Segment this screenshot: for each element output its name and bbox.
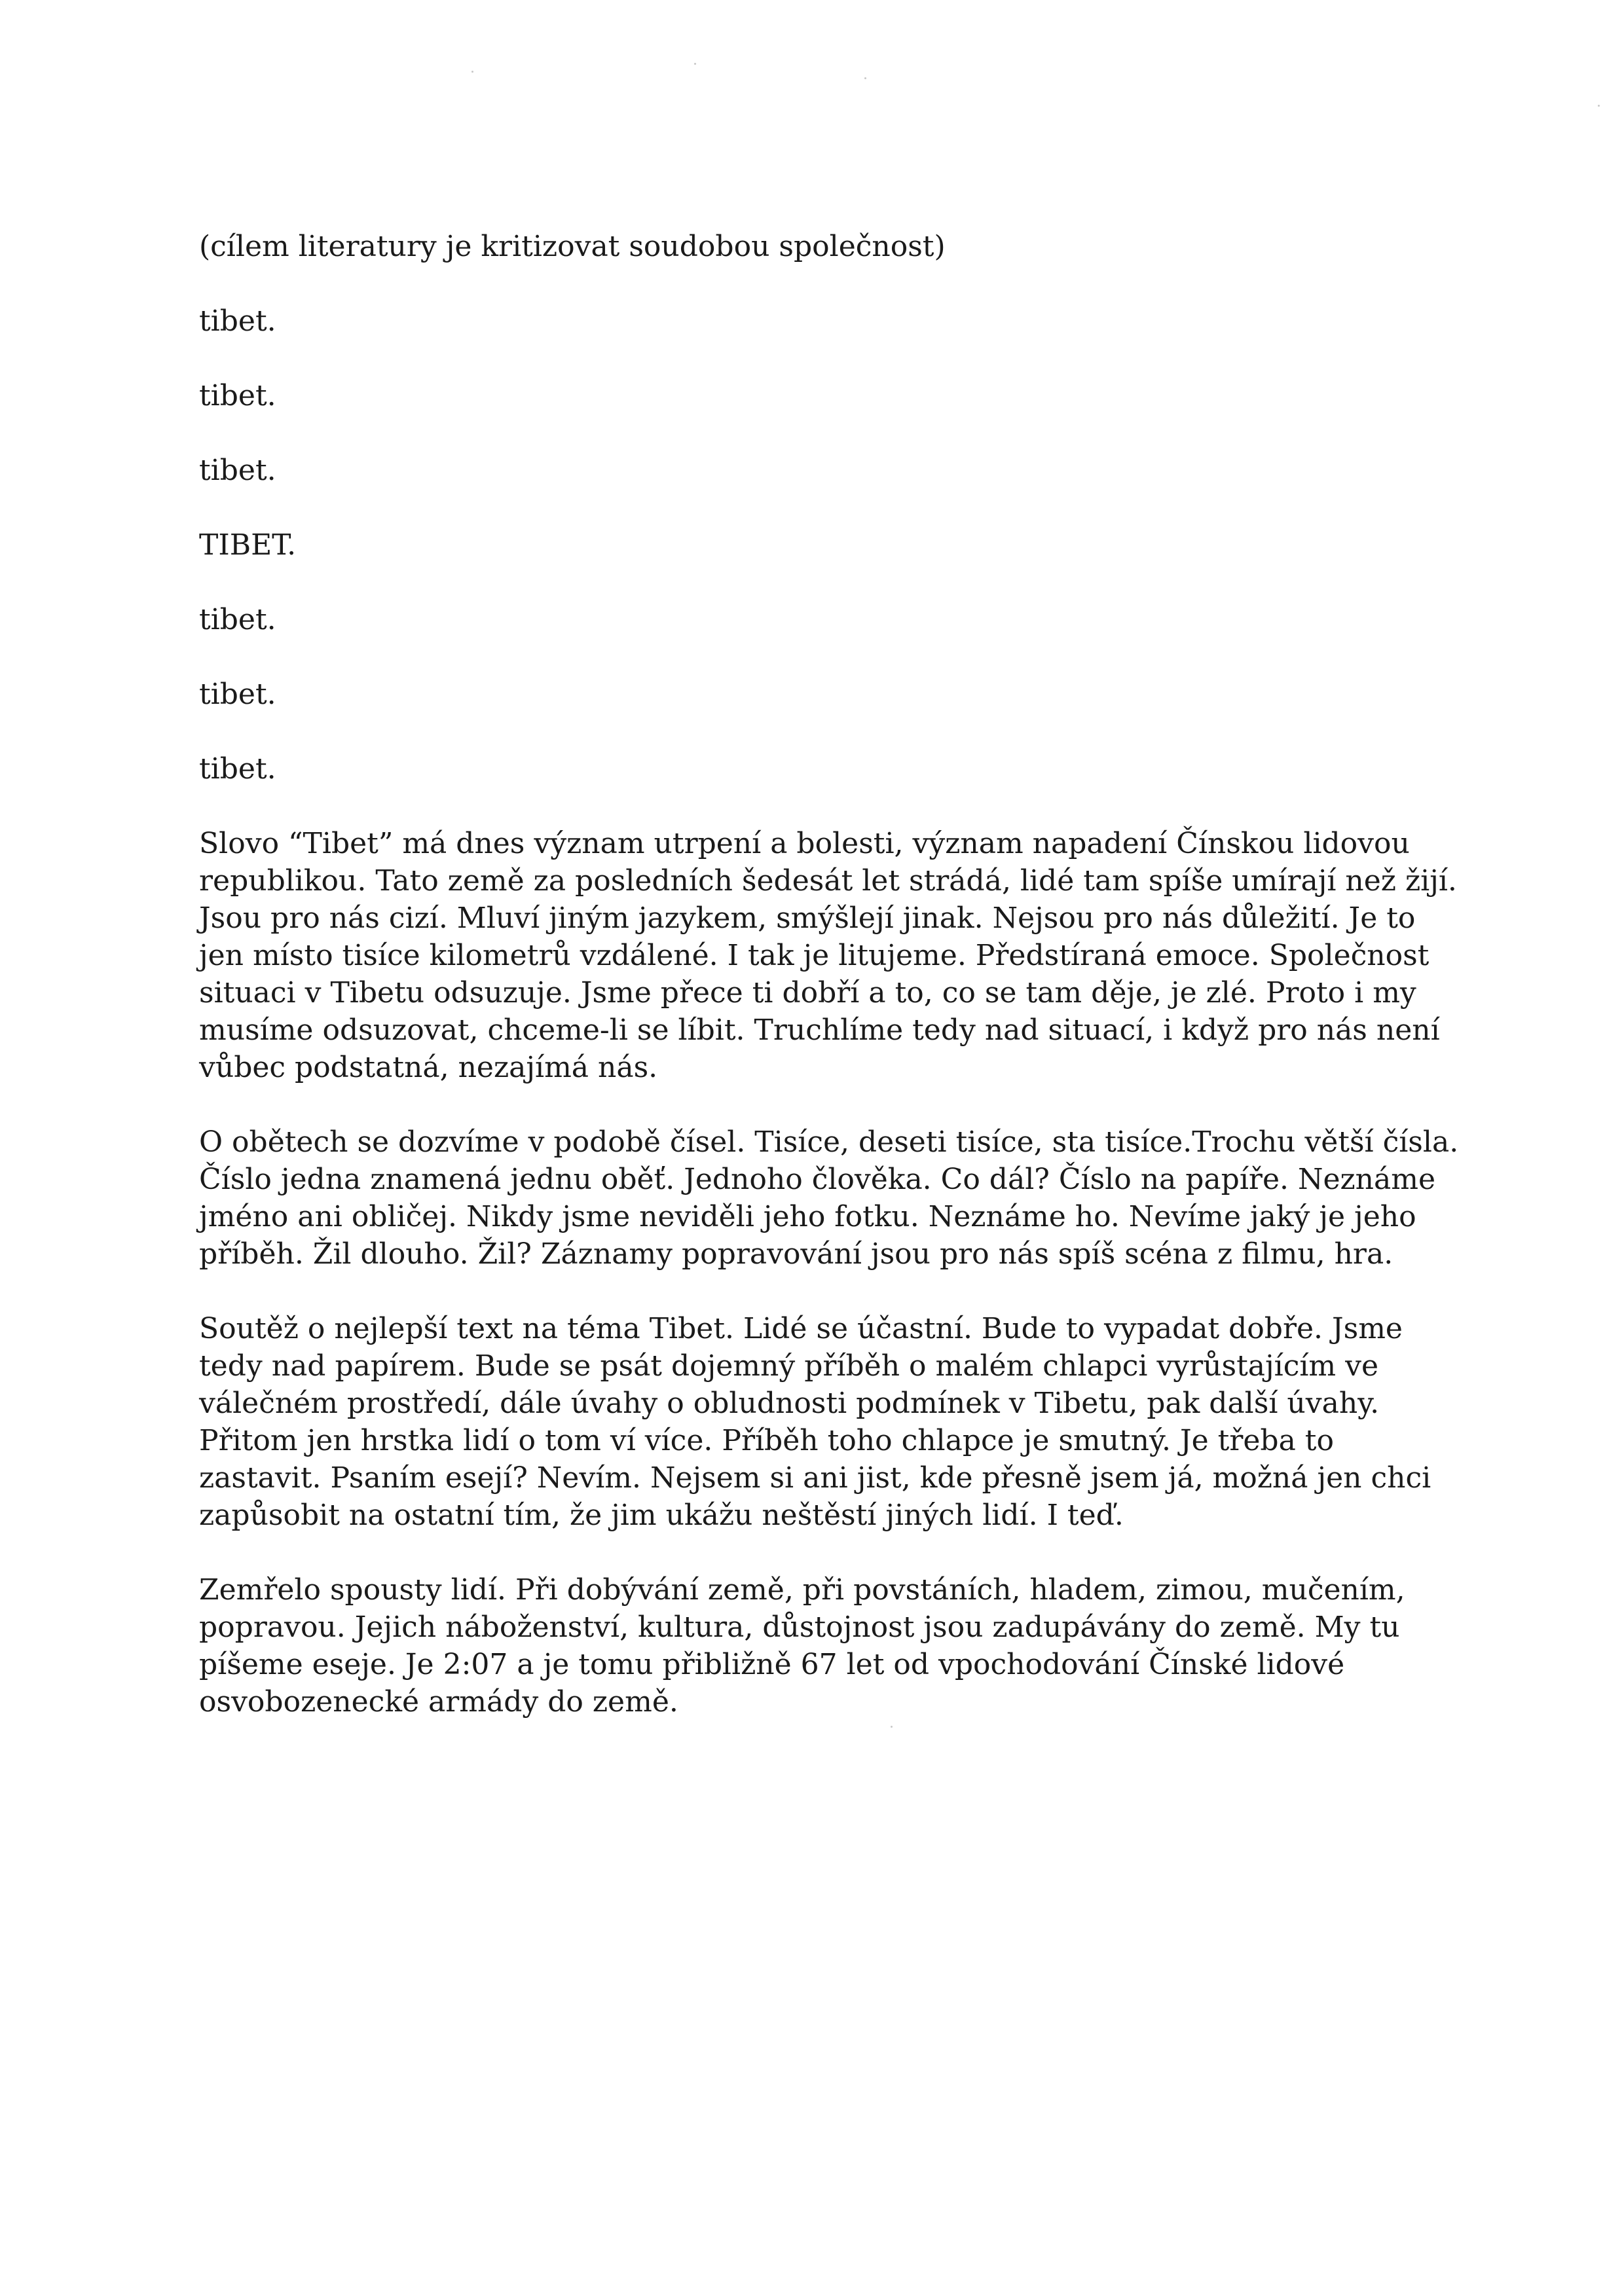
paragraph-line: tedy nad papírem. Bude se psát dojemný příběh o malém chlapci vyrůstajícím ve — [199, 1349, 1379, 1383]
paragraph-line: republikou. Tato země za posledních šedesát let strádá, lidé tam spíše umírají než žijí. — [199, 864, 1457, 898]
paragraph-4 — [199, 1571, 1483, 1721]
repeated-word: tibet. — [199, 304, 276, 338]
paragraph-3 — [199, 1310, 1483, 1534]
scan-speck — [864, 77, 866, 79]
paragraph-line: musíme odsuzovat, chceme-li se líbit. Truchlíme tedy nad situací, i když pro nás není — [199, 1013, 1440, 1047]
header-line: (cílem literatury je kritizovat soudobou společnost) — [199, 230, 946, 263]
paragraph-line: zapůsobit na ostatní tím, že jim ukážu neštěstí jiných lidí. I teď. — [199, 1499, 1124, 1532]
paragraph-2 — [199, 1123, 1483, 1273]
paragraph-line: vůbec podstatná, nezajímá nás. — [199, 1051, 658, 1084]
paragraph-line: O obětech se dozvíme v podobě čísel. Tisíce, deseti tisíce, sta tisíce.Trochu větší čísla. — [199, 1125, 1459, 1159]
repeated-word: tibet. — [199, 603, 276, 636]
repeated-word: tibet. — [199, 678, 276, 711]
paragraph-line: zastavit. Psaním esejí? Nevím. Nejsem si ani jist, kde přesně jsem já, možná jen chci — [199, 1461, 1431, 1495]
paragraph-line: Soutěž o nejlepší text na téma Tibet. Lidé se účastní. Bude to vypadat dobře. Jsme — [199, 1312, 1403, 1345]
paragraph-line: Jsou pro nás cizí. Mluví jiným jazykem, smýšlejí jinak. Nejsou pro nás důležití. Je to — [199, 902, 1416, 935]
repeated-word: tibet. — [199, 454, 276, 487]
scan-speck — [471, 71, 473, 73]
repeated-word: tibet. — [199, 379, 276, 412]
paragraph-line: osvobozenecké armády do země. — [199, 1685, 678, 1719]
paragraph-line: válečném prostředí, dále úvahy o obludnosti podmínek v Tibetu, pak další úvahy. — [199, 1387, 1380, 1420]
paragraph-line: Zemřelo spousty lidí. Při dobývání země, při povstáních, hladem, zimou, mučením, — [199, 1573, 1405, 1607]
scan-speck — [1598, 105, 1600, 107]
paragraph-line: Číslo jedna znamená jednu oběť. Jednoho člověka. Co dál? Číslo na papíře. Neznáme — [199, 1163, 1436, 1196]
paragraph-line: příběh. Žil dlouho. Žil? Záznamy popravování jsou pro nás spíš scéna z filmu, hra. — [199, 1237, 1393, 1271]
paragraph-line: situaci v Tibetu odsuzuje. Jsme přece ti dobří a to, co se tam děje, je zlé. Proto i my — [199, 976, 1416, 1010]
paragraph-line: popravou. Jejich náboženství, kultura, důstojnost jsou zadupávány do země. My tu — [199, 1611, 1400, 1644]
document-body — [199, 228, 1483, 1758]
paragraph-line: jméno ani obličej. Nikdy jsme neviděli jeho fotku. Neznáme ho. Nevíme jaký je jeho — [199, 1200, 1416, 1233]
paragraph-line: Přitom jen hrstka lidí o tom ví více. Příběh toho chlapce je smutný. Je třeba to — [199, 1424, 1334, 1457]
paragraph-line: Slovo “Tibet” má dnes význam utrpení a bolesti, význam napadení Čínskou lidovou — [199, 827, 1410, 860]
paragraph-1 — [199, 825, 1483, 1086]
scan-speck — [694, 63, 696, 65]
paragraph-line: píšeme eseje. Je 2:07 a je tomu přibližně 67 let od vpochodování Čínské lidové — [199, 1648, 1345, 1681]
paragraph-line: jen místo tisíce kilometrů vzdálené. I tak je litujeme. Předstíraná emoce. Společnost — [199, 939, 1430, 972]
repeated-word: tibet. — [199, 752, 276, 786]
repeated-word-uppercase: TIBET. — [199, 528, 297, 562]
